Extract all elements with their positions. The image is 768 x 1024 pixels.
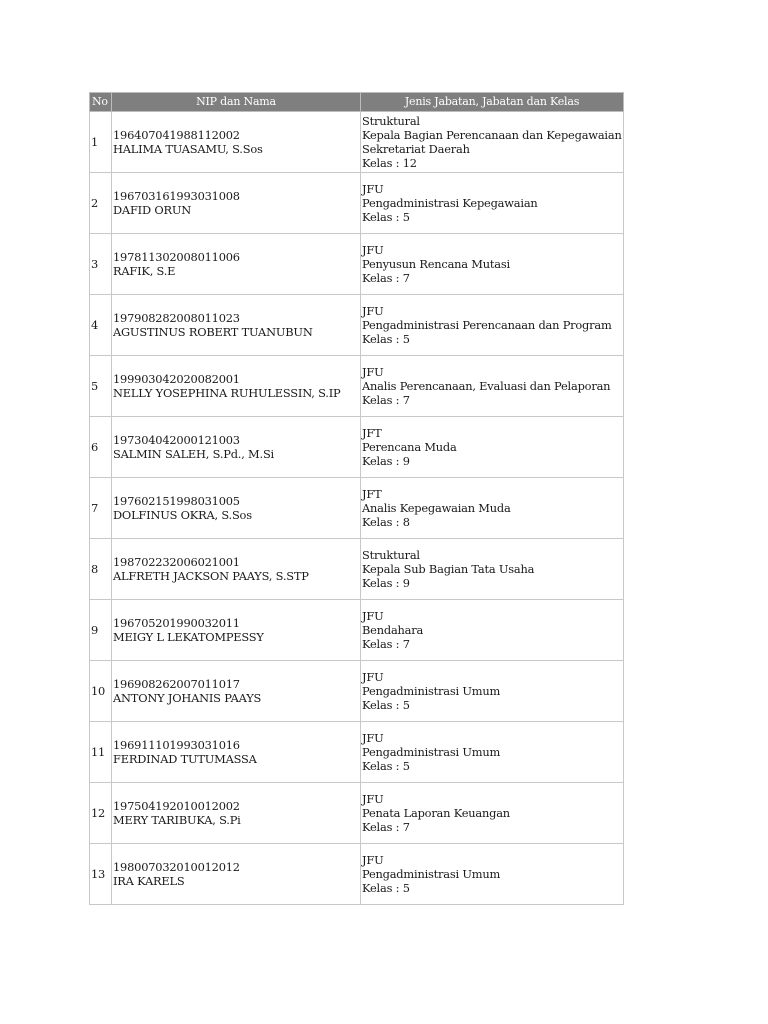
job-title: Analis Kepegawaian Muda <box>362 501 511 515</box>
row-number: 2 <box>90 173 112 234</box>
job-cell <box>361 600 624 661</box>
table-row <box>90 600 624 661</box>
job-cell <box>361 478 624 539</box>
nip-value: 197504192010012002 <box>113 799 240 813</box>
job-class: Kelas : 5 <box>362 332 410 346</box>
employee-name: ANTONY JOHANIS PAAYS <box>113 691 262 705</box>
table-row <box>90 783 624 844</box>
row-number: 7 <box>90 478 112 539</box>
job-class: Kelas : 5 <box>362 759 410 773</box>
nip-value: 196911101993031016 <box>113 738 240 752</box>
nip-name-cell <box>112 600 361 661</box>
table-row <box>90 417 624 478</box>
job-cell <box>361 783 624 844</box>
job-type: JFU <box>362 792 384 806</box>
job-type: JFT <box>362 426 382 440</box>
table-row <box>90 539 624 600</box>
row-number: 5 <box>90 356 112 417</box>
job-cell <box>361 417 624 478</box>
job-cell <box>361 173 624 234</box>
job-type: JFU <box>362 182 384 196</box>
nip-name-cell <box>112 783 361 844</box>
job-title: Pengadministrasi Umum <box>362 684 501 698</box>
header-no: No <box>90 93 112 112</box>
employee-name: IRA KARELS <box>113 874 185 888</box>
job-class: Kelas : 7 <box>362 637 410 651</box>
job-title: Pengadministrasi Umum <box>362 745 501 759</box>
row-number: 4 <box>90 295 112 356</box>
table-row <box>90 173 624 234</box>
row-number: 1 <box>90 112 112 173</box>
job-type: JFU <box>362 731 384 745</box>
job-cell <box>361 661 624 722</box>
table-row <box>90 356 624 417</box>
job-class: Kelas : 9 <box>362 454 410 468</box>
job-cell <box>361 234 624 295</box>
job-cell <box>361 356 624 417</box>
header-row <box>90 93 624 112</box>
job-class: Kelas : 5 <box>362 210 410 224</box>
job-type: JFU <box>362 670 384 684</box>
nip-value: 197602151998031005 <box>113 494 240 508</box>
job-title: Pengadministrasi Kepegawaian <box>362 196 538 210</box>
header-job: Jenis Jabatan, Jabatan dan Kelas <box>361 93 624 112</box>
job-title: Analis Perencanaan, Evaluasi dan Pelaporan <box>362 379 611 393</box>
nip-name-cell <box>112 661 361 722</box>
row-number: 10 <box>90 661 112 722</box>
employee-name: SALMIN SALEH, S.Pd., M.Si <box>113 447 274 461</box>
table-row <box>90 112 624 173</box>
nip-name-cell <box>112 539 361 600</box>
job-cell <box>361 844 624 905</box>
job-type: Struktural <box>362 548 420 562</box>
row-number: 9 <box>90 600 112 661</box>
job-type: JFU <box>362 243 384 257</box>
job-class: Kelas : 8 <box>362 515 410 529</box>
table-row <box>90 234 624 295</box>
job-type: JFU <box>362 304 384 318</box>
job-type: JFU <box>362 853 384 867</box>
job-cell <box>361 112 624 173</box>
nip-name-cell <box>112 356 361 417</box>
row-number: 8 <box>90 539 112 600</box>
table-row <box>90 295 624 356</box>
employee-name: DAFID ORUN <box>113 203 191 217</box>
nip-value: 196908262007011017 <box>113 677 240 691</box>
employee-name: HALIMA TUASAMU, S.Sos <box>113 142 263 156</box>
job-type: JFU <box>362 609 384 623</box>
nip-name-cell <box>112 722 361 783</box>
nip-value: 199903042020082001 <box>113 372 240 386</box>
job-title: Kepala Bagian Perencanaan dan Kepegawaian <box>362 128 622 142</box>
job-title: Pengadministrasi Umum <box>362 867 501 881</box>
employee-name: NELLY YOSEPHINA RUHULESSIN, S.IP <box>113 386 341 400</box>
row-number: 3 <box>90 234 112 295</box>
nip-value: 196705201990032011 <box>113 616 240 630</box>
table-row <box>90 722 624 783</box>
nip-name-cell <box>112 478 361 539</box>
table-row <box>90 661 624 722</box>
nip-value: 197908282008011023 <box>113 311 240 325</box>
employee-name: MERY TARIBUKA, S.Pi <box>113 813 241 827</box>
job-class: Kelas : 7 <box>362 271 410 285</box>
job-type: JFT <box>362 487 382 501</box>
header-nip-name: NIP dan Nama <box>112 93 361 112</box>
job-cell <box>361 539 624 600</box>
job-class: Kelas : 5 <box>362 698 410 712</box>
employee-name: DOLFINUS OKRA, S.Sos <box>113 508 252 522</box>
job-class: Kelas : 9 <box>362 576 410 590</box>
nip-value: 196703161993031008 <box>113 189 240 203</box>
table-row <box>90 478 624 539</box>
row-number: 13 <box>90 844 112 905</box>
employee-name: ALFRETH JACKSON PAAYS, S.STP <box>113 569 309 583</box>
job-class: Kelas : 7 <box>362 820 410 834</box>
job-title: Pengadministrasi Perencanaan dan Program <box>362 318 612 332</box>
nip-name-cell <box>112 173 361 234</box>
employee-name: MEIGY L LEKATOMPESSY <box>113 630 264 644</box>
nip-value: 197811302008011006 <box>113 250 240 264</box>
employee-name: AGUSTINUS ROBERT TUANUBUN <box>113 325 313 339</box>
table-row <box>90 844 624 905</box>
job-class: Kelas : 5 <box>362 881 410 895</box>
job-type: JFU <box>362 365 384 379</box>
job-title: Perencana Muda <box>362 440 457 454</box>
nip-value: 197304042000121003 <box>113 433 240 447</box>
job-cell <box>361 722 624 783</box>
nip-name-cell <box>112 112 361 173</box>
nip-name-cell <box>112 844 361 905</box>
job-title: Penyusun Rencana Mutasi <box>362 257 510 271</box>
job-title: Penata Laporan Keuangan <box>362 806 510 820</box>
employee-name: FERDINAD TUTUMASSA <box>113 752 257 766</box>
nip-value: 196407041988112002 <box>113 128 240 142</box>
job-class: Kelas : 12 <box>362 156 417 170</box>
row-number: 12 <box>90 783 112 844</box>
nip-name-cell <box>112 417 361 478</box>
job-class: Kelas : 7 <box>362 393 410 407</box>
nip-value: 198007032010012012 <box>113 860 240 874</box>
row-number: 6 <box>90 417 112 478</box>
job-cell <box>361 295 624 356</box>
nip-value: 198702232006021001 <box>113 555 240 569</box>
job-unit: Sekretariat Daerah <box>362 142 470 156</box>
job-type: Struktural <box>362 114 420 128</box>
nip-name-cell <box>112 234 361 295</box>
row-number: 11 <box>90 722 112 783</box>
job-title: Kepala Sub Bagian Tata Usaha <box>362 562 535 576</box>
job-title: Bendahara <box>362 623 424 637</box>
nip-name-cell <box>112 295 361 356</box>
employee-name: RAFIK, S.E <box>113 264 176 278</box>
table-body <box>90 112 624 905</box>
employee-table <box>89 92 624 905</box>
